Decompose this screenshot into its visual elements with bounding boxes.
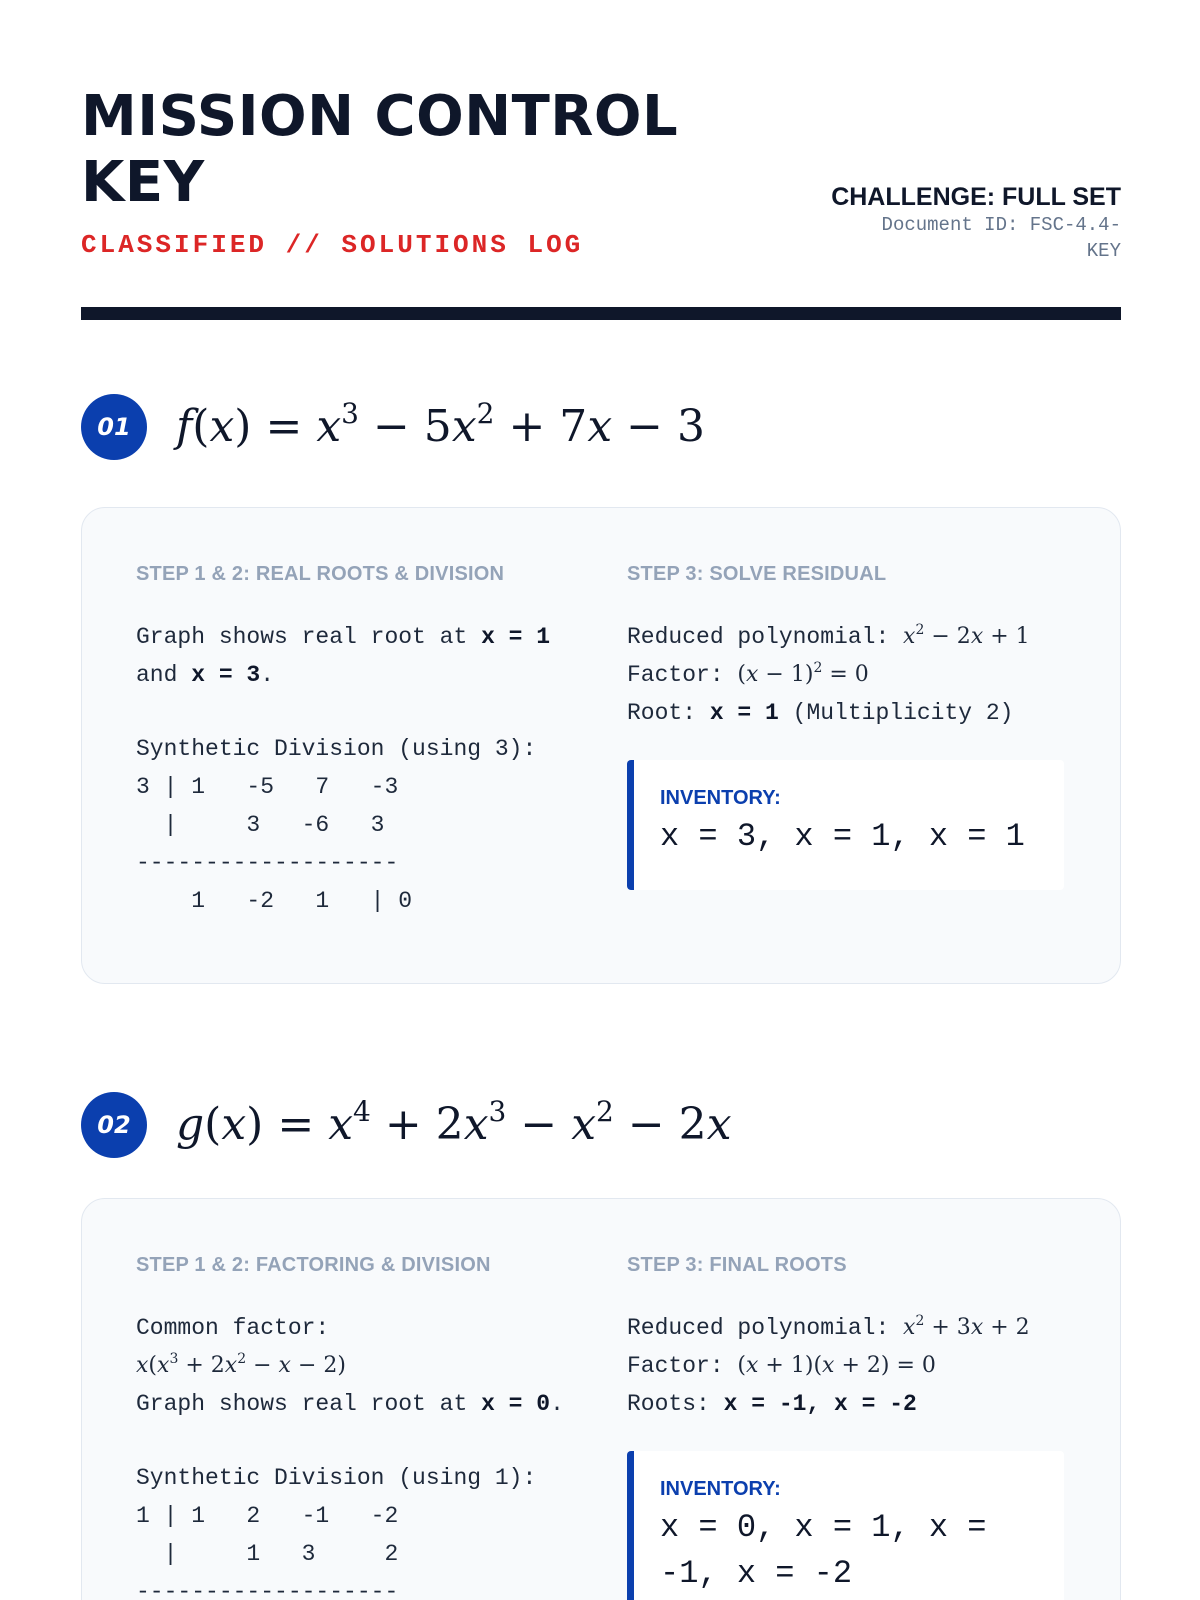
solution-left-column [136, 1253, 576, 1600]
reduced-label: Reduced polynomial: [627, 624, 904, 650]
step-body [136, 1309, 576, 1423]
synthetic-division [136, 1459, 576, 1600]
step-body [627, 618, 1067, 732]
division-row: 1 | 1 2 -1 -2 [136, 1503, 399, 1529]
factored-form: (x + 1)(x + 2) = 0 [737, 1353, 936, 1378]
division-title: Synthetic Division (using 3): [136, 736, 537, 762]
graph-text: and [136, 662, 192, 688]
graph-text: Graph shows real root at [136, 624, 482, 650]
root-value: x = 1 [481, 624, 551, 650]
step-label: STEP 1 & 2: REAL ROOTS & DIVISION [136, 563, 505, 585]
division-row: | 3 -6 3 [136, 812, 385, 838]
synthetic-division [136, 730, 576, 920]
page-title [81, 84, 721, 216]
punctuation: . [550, 1391, 564, 1417]
step-label: STEP 3: SOLVE RESIDUAL [627, 563, 887, 585]
problem-header [81, 1092, 801, 1158]
division-row: | 1 3 2 [136, 1541, 399, 1567]
factored-form: $(x - 1)^2 = 0$ [737, 660, 869, 687]
punctuation: . [260, 662, 275, 688]
inventory-box [627, 760, 1064, 890]
problem-equation: $g(x) = x^4 + 2x^3 - x^2 - 2x$ [176, 1095, 732, 1150]
spacer [136, 694, 576, 730]
step-body [627, 1309, 1067, 1423]
reduced-label: Reduced polynomial: [627, 1315, 904, 1341]
reduced-polynomial: $x^2 + 3x + 2$ [903, 1313, 1030, 1340]
title-line-2: KEY [81, 150, 205, 215]
multiplicity-note: (Multiplicity 2) [778, 700, 1014, 726]
solution-right-column [627, 562, 1067, 890]
problem-number-badge: 02 [81, 1092, 147, 1158]
solution-card [81, 507, 1121, 984]
inventory-box [627, 1451, 1064, 1600]
factor-label: Factor: [627, 1353, 738, 1379]
step-label: STEP 3: FINAL ROOTS [627, 1254, 847, 1276]
roots-value: x = -1, x = -2 [723, 1391, 917, 1417]
challenge-label: CHALLENGE: FULL SET [831, 183, 1121, 211]
division-title: Synthetic Division (using 1): [136, 1465, 537, 1491]
root-value: x = 3 [191, 662, 261, 688]
spacer [136, 1423, 576, 1459]
inventory-value: x = 0, x = 1, x = -1, x = -2 [660, 1509, 987, 1592]
step-body [136, 618, 576, 694]
root-value: x = 1 [709, 700, 779, 726]
document-id: Document ID: FSC-4.4-KEY [881, 214, 1121, 262]
solution-left-column [136, 562, 576, 920]
header-divider [81, 307, 1121, 320]
root-value: x = 0 [481, 1391, 551, 1417]
roots-label: Roots: [627, 1391, 724, 1417]
division-row: 3 | 1 -5 7 -3 [136, 774, 399, 800]
problem-number-badge: 01 [81, 394, 147, 460]
document-meta [831, 182, 1121, 264]
inventory-value: x = 3, x = 1, x = 1 [660, 818, 1025, 855]
inventory-label: INVENTORY: [660, 1478, 781, 1500]
step-label: STEP 1 & 2: FACTORING & DIVISION [136, 1254, 491, 1276]
factor-label: Factor: [627, 662, 738, 688]
problem-header [81, 394, 781, 460]
common-factor-expression: $x(x^3 + 2x^2 - x - 2)$ [136, 1351, 346, 1378]
common-factor-label: Common factor: [136, 1315, 330, 1341]
inventory-label: INVENTORY: [660, 787, 781, 809]
division-row: ------------------- [136, 850, 399, 876]
problem-equation: $f(x) = x^3 - 5x^2 + 7x - 3$ [176, 397, 705, 452]
solution-card [81, 1198, 1121, 1600]
title-line-1: MISSION CONTROL [81, 84, 679, 149]
division-row: 1 -2 1 | 0 [136, 888, 413, 914]
reduced-polynomial: $x^2 - 2x + 1$ [903, 622, 1030, 649]
classification-subtitle: CLASSIFIED // SOLUTIONS LOG [81, 230, 584, 260]
graph-text: Graph shows real root at [136, 1391, 482, 1417]
division-row: ------------------- [136, 1579, 399, 1600]
root-label: Root: [627, 700, 710, 726]
solution-right-column [627, 1253, 1067, 1600]
